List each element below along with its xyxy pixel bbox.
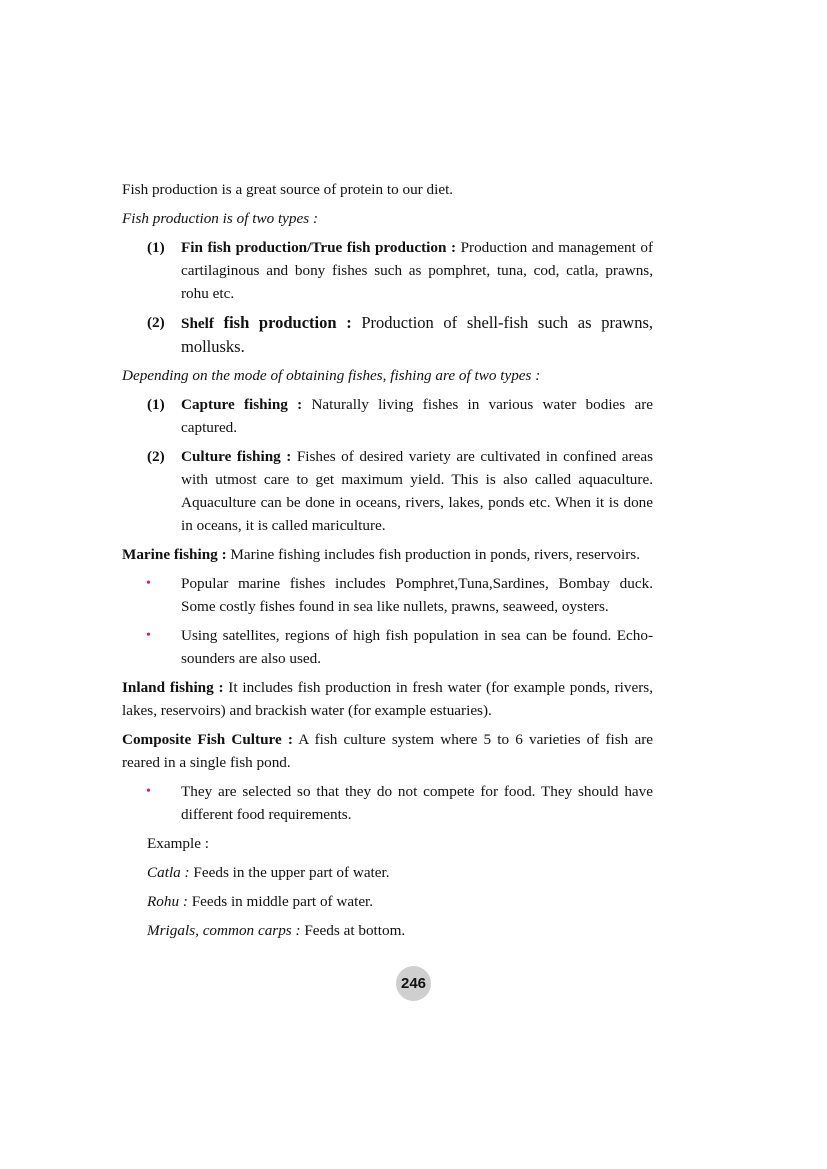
production-type-item: [122, 236, 653, 305]
marine-term: Marine fishing :: [122, 546, 227, 563]
item-text: Production and management of cartilaginous and bony fishes such as pomphret, tuna, cod, catla, prawns, rohu etc.: [181, 239, 654, 302]
item-number: (1): [147, 239, 165, 256]
item-term-part: fish production :: [213, 313, 352, 332]
item-number: (2): [147, 314, 165, 331]
item-text: Production of shell-fish such as prawns, mollusks.: [181, 313, 653, 356]
inland-text: It includes fish production in fresh water (for example ponds, rivers, lakes, reservoirs) and brackish water (for example estuaries).: [122, 679, 653, 719]
item-text: Fishes of desired variety are cultivated in confined areas with utmost care to get maximum yield. This is also called aquaculture. Aquaculture can be done in oceans, rivers, lakes, ponds etc. When it is done in oceans, it is called mariculture.: [181, 448, 653, 534]
bullet-item: [122, 624, 653, 670]
item-term: Culture fishing :: [181, 448, 292, 465]
example-text: Feeds in middle part of water.: [187, 893, 374, 910]
marine-fishing-paragraph: [122, 543, 653, 566]
example-item: [122, 919, 653, 942]
production-type-item: [122, 311, 653, 358]
bullet-text: Popular marine fishes includes Pomphret,Tuna,Sardines, Bombay duck. Some costly fishes found in sea like nullets, prawns, seaweed, oysters.: [181, 575, 653, 615]
intro-paragraph: Fish production is a great source of protein to our diet.: [122, 181, 454, 198]
inland-fishing-paragraph: [122, 676, 653, 722]
item-number: (1): [147, 396, 165, 413]
page-content: [122, 178, 653, 948]
bullet-icon: •: [146, 628, 151, 643]
bullet-text: They are selected so that they do not compete for food. They should have different food requirements.: [181, 783, 653, 823]
fishing-type-item: [122, 393, 653, 439]
mode-heading: Depending on the mode of obtaining fishes, fishing are of two types :: [122, 367, 541, 384]
example-name: Catla :: [147, 864, 190, 881]
composite-term: Composite Fish Culture :: [122, 731, 293, 748]
bullet-text: Using satellites, regions of high fish population in sea can be found. Echo-sounders are also used.: [181, 627, 653, 667]
fishing-type-item: [122, 445, 653, 537]
inland-term: Inland fishing :: [122, 679, 224, 696]
example-item: [122, 861, 653, 884]
bullet-icon: •: [146, 576, 151, 591]
page-number: 246: [400, 975, 427, 992]
item-number: (2): [147, 448, 165, 465]
example-label: Example :: [147, 835, 209, 852]
types-heading: Fish production is of two types :: [122, 210, 319, 227]
item-term-part: Shelf: [181, 315, 214, 332]
bullet-item: [122, 572, 653, 618]
marine-text: Marine fishing includes fish production in ponds, rivers, reservoirs.: [226, 546, 640, 563]
bullet-icon: •: [146, 784, 151, 799]
bullet-item: [122, 780, 653, 826]
example-item: [122, 890, 653, 913]
composite-culture-paragraph: [122, 728, 653, 774]
composite-text: A fish culture system where 5 to 6 varieties of fish are reared in a single fish pond.: [122, 731, 653, 771]
example-name: Rohu :: [147, 893, 188, 910]
example-text: Feeds at bottom.: [300, 922, 406, 939]
item-term: Fin fish production/True fish production :: [181, 239, 457, 256]
item-text: Naturally living fishes in various water bodies are captured.: [181, 396, 653, 436]
example-text: Feeds in the upper part of water.: [189, 864, 390, 881]
page-number-badge: [396, 966, 431, 1001]
item-term: Capture fishing :: [181, 396, 303, 413]
example-name: Mrigals, common carps :: [147, 922, 301, 939]
